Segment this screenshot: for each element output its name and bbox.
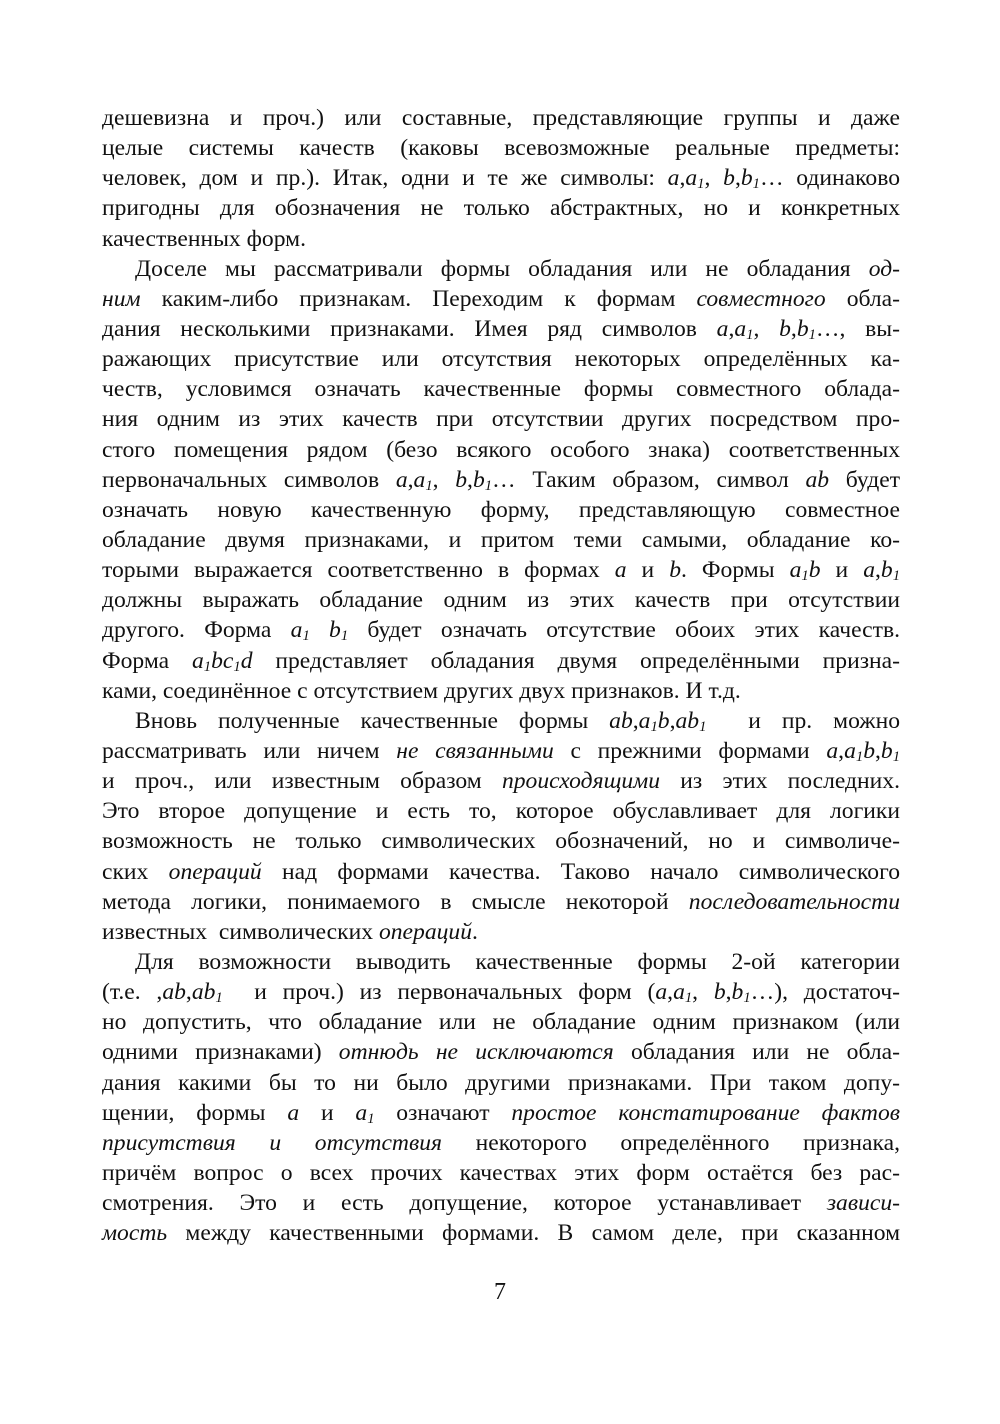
text-line: Форма $a_1bc_1d$ представляет обладания двумя определёнными призна-	[102, 647, 900, 675]
text-line: смотрения. Это и есть допущение, которое устанавливает зависи-	[102, 1190, 900, 1217]
text-line: целые системы качеств (каковы всевозможные реальные предметы:	[102, 135, 900, 162]
text-line: ним каким-либо признакам. Переходим к формам совместного обла-	[102, 285, 901, 312]
text-line: должны выражать обладание одним из этих качеств при отсутствии	[102, 587, 900, 614]
text-line: Это второе допущение и есть то, которое обуславливает для логики	[102, 798, 900, 825]
text-line: означать новую качественную форму, представляющую совместное	[102, 496, 900, 523]
text-line: торыми выражается соответственно в формах a и b. Формы $a_1b$ и $a,b_1$	[102, 557, 900, 585]
text-line: метода логики, понимаемого в смысле некоторой последовательности	[102, 888, 900, 915]
text-line: человек, дом и пр.). Итак, одни и те же символы: $a,a_1$, $b,b_1\dots$ одинаково	[102, 165, 900, 193]
text-line: присутствия и отсутствия некоторого определённого признака,	[102, 1129, 901, 1156]
text-line: Для возможности выводить качественные формы 2-ой категории	[135, 948, 900, 975]
text-line: ражающих присутствие или отсутствия некоторых определённых ка-	[102, 346, 900, 373]
text-line: известных символических операций.	[102, 918, 478, 945]
text-line: ками, соединённое с отсутствием других двух признаков. И т.д.	[102, 677, 741, 704]
text-line: дания несколькими признаками. Имея ряд символов $a,a_1$, $b,b_1\dots$, вы-	[102, 315, 900, 344]
text-line: честв, условимся означать качественные формы совместного облада-	[102, 376, 900, 403]
text-line: пригодны для обозначения не только абстрактных, но и конкретных	[102, 195, 900, 222]
text-line: возможность не только символических обозначений, но и символиче-	[102, 828, 900, 855]
text-line: рассматривать или ничем не связанными с прежними формами $a,a_1b,b_1$	[102, 737, 900, 766]
body-text	[102, 103, 900, 1248]
text-line: дания какими бы то ни было другими признаками. При таком допу-	[102, 1069, 900, 1096]
text-line: (т.е. $,ab,ab_1$ и проч.) из первоначальных форм ($a,a_1$, $b,b_1\dots$), достаточ-	[102, 979, 900, 1007]
text-line: стого помещения рядом (безо всякого особого знака) соответственных	[102, 436, 900, 463]
text-line: ния одним из этих качеств при отсутствии других посредством про-	[102, 406, 900, 433]
text-line: одними признаками) отнюдь не исключаются обладания или не обла-	[102, 1039, 900, 1066]
text-line: но допустить, что обладание или не обладание одним признаком (или	[102, 1009, 900, 1036]
text-line: и проч., или известным образом происходящими из этих последних.	[102, 768, 900, 795]
text-line: качественных форм.	[102, 225, 306, 252]
text-line: Доселе мы рассматривали формы обладания или не обладания од-	[135, 255, 900, 282]
page-number: 7	[494, 1279, 506, 1305]
text-line: другого. Форма $a_1$ $b_1$ будет означать отсутствие обоих этих качеств.	[102, 617, 900, 645]
text-line: первоначальных символов $a,a_1$, $b,b_1\dots$ Таким образом, символ ab будет	[102, 466, 901, 494]
text-line: обладание двумя признаками, и притом теми самыми, обладание ко-	[102, 526, 900, 553]
text-line: дешевизна и проч.) или составные, представляющие группы и даже	[102, 105, 900, 131]
text-line: ских операций над формами качества. Таково начало символического	[102, 858, 900, 885]
text-line: причём вопрос о всех прочих качествах этих форм остаётся без рас-	[102, 1159, 900, 1186]
text-line: Вновь полученные качественные формы $ab,a_1b,ab_1$ и пр. можно	[135, 707, 901, 736]
text-line: мость между качественными формами. В самом деле, при сказанном	[102, 1220, 900, 1247]
text-line: щении, формы a и $a_1$ означают простое констатирование фактов	[102, 1099, 900, 1127]
